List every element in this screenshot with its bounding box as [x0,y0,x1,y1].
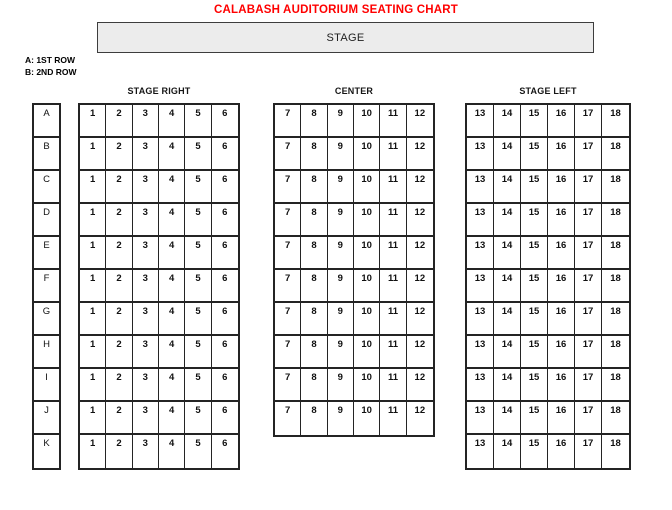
seat-cell: 16 [548,369,575,402]
seat-cell: 4 [159,171,185,204]
seat-cell: 5 [185,171,211,204]
seat-cell: 9 [328,171,354,204]
seat-cell: 16 [548,204,575,237]
seat-cell: 18 [602,105,629,138]
seat-cell: 11 [380,204,406,237]
row-label-cell: D [34,204,59,237]
seat-cell: 4 [159,105,185,138]
seat-cell: 11 [380,369,406,402]
seat-cell: 11 [380,270,406,303]
seat-cell: 3 [133,171,159,204]
legend-line-a: A: 1ST ROW [25,55,76,65]
seat-cell: 3 [133,369,159,402]
seat-cell: 16 [548,270,575,303]
seat-cell: 4 [159,402,185,435]
seat-cell: 10 [354,270,380,303]
seat-cell: 11 [380,105,406,138]
seat-cell: 13 [467,237,494,270]
seat-cell: 5 [185,204,211,237]
seat-cell: 10 [354,369,380,402]
row-legend [25,55,76,78]
seat-cell: 7 [275,105,301,138]
seat-cell: 10 [354,402,380,435]
seat-cell: 16 [548,336,575,369]
seat-cell: 1 [80,369,106,402]
seat-cell: 15 [521,270,548,303]
seat-cell: 1 [80,237,106,270]
seat-cell: 2 [106,171,132,204]
row-label-cell: C [34,171,59,204]
seat-cell: 6 [212,237,238,270]
row-label-cell: A [34,105,59,138]
seat-cell: 15 [521,336,548,369]
seat-cell: 1 [80,138,106,171]
seat-cell: 6 [212,369,238,402]
seat-cell: 4 [159,369,185,402]
seat-cell: 8 [301,303,327,336]
seat-cell: 1 [80,336,106,369]
seat-cell: 7 [275,204,301,237]
seat-cell: 13 [467,336,494,369]
seat-cell: 8 [301,270,327,303]
seat-cell: 16 [548,435,575,468]
seat-cell: 14 [494,204,521,237]
seat-cell: 17 [575,435,602,468]
seat-cell: 16 [548,138,575,171]
seat-cell: 17 [575,303,602,336]
seat-cell: 9 [328,336,354,369]
seat-cell: 5 [185,435,211,468]
section-header-stage-right: STAGE RIGHT [127,86,191,96]
section-header-stage-left: STAGE LEFT [519,86,577,96]
seat-cell: 12 [407,204,433,237]
seat-cell: 13 [467,204,494,237]
seat-cell: 4 [159,303,185,336]
seat-cell: 3 [133,402,159,435]
seat-cell: 8 [301,105,327,138]
seat-cell: 9 [328,105,354,138]
seat-cell: 8 [301,138,327,171]
seat-cell: 7 [275,270,301,303]
seat-cell: 10 [354,303,380,336]
seat-cell: 2 [106,138,132,171]
seat-cell: 16 [548,402,575,435]
seat-cell: 9 [328,303,354,336]
row-label-cell: B [34,138,59,171]
seat-cell: 15 [521,435,548,468]
seat-cell: 9 [328,204,354,237]
row-label-cell: K [34,435,59,468]
seat-cell: 17 [575,369,602,402]
seat-cell: 5 [185,105,211,138]
seat-cell: 18 [602,336,629,369]
seat-cell: 15 [521,303,548,336]
seat-cell: 12 [407,369,433,402]
seat-cell: 3 [133,237,159,270]
seat-cell: 2 [106,237,132,270]
seat-cell: 17 [575,237,602,270]
seat-cell: 1 [80,270,106,303]
seat-cell: 14 [494,369,521,402]
seat-cell: 17 [575,171,602,204]
seat-cell: 16 [548,237,575,270]
seat-cell: 9 [328,402,354,435]
seat-cell: 14 [494,402,521,435]
seat-cell: 5 [185,237,211,270]
seat-cell: 15 [521,204,548,237]
row-label-cell: G [34,303,59,336]
seat-cell: 12 [407,303,433,336]
seat-cell: 7 [275,336,301,369]
seat-cell: 17 [575,105,602,138]
seat-cell: 1 [80,435,106,468]
seat-cell: 14 [494,138,521,171]
seat-cell: 6 [212,303,238,336]
seat-cell: 5 [185,270,211,303]
seat-cell: 11 [380,336,406,369]
seat-cell: 6 [212,138,238,171]
seat-cell: 11 [380,171,406,204]
stage-box [97,22,594,53]
seat-cell: 13 [467,369,494,402]
seat-cell: 2 [106,270,132,303]
seat-cell: 18 [602,270,629,303]
seat-cell: 9 [328,237,354,270]
seat-cell: 1 [80,402,106,435]
seat-cell: 16 [548,105,575,138]
seat-cell: 18 [602,435,629,468]
seat-cell: 15 [521,171,548,204]
seat-cell: 14 [494,171,521,204]
seat-cell: 13 [467,270,494,303]
seat-cell: 8 [301,204,327,237]
seat-cell: 8 [301,237,327,270]
seat-cell: 12 [407,105,433,138]
seat-cell: 15 [521,237,548,270]
seat-cell: 18 [602,303,629,336]
seat-cell: 2 [106,435,132,468]
seat-cell: 6 [212,270,238,303]
row-label-cell: I [34,369,59,402]
seat-cell: 17 [575,336,602,369]
seat-cell: 13 [467,435,494,468]
seat-cell: 13 [467,402,494,435]
seat-cell: 5 [185,303,211,336]
seat-cell: 12 [407,270,433,303]
seat-cell: 8 [301,336,327,369]
seat-cell: 9 [328,369,354,402]
row-label-cell: F [34,270,59,303]
seat-cell: 13 [467,138,494,171]
legend-line-b: B: 2ND ROW [25,66,77,77]
seat-cell: 14 [494,435,521,468]
seat-cell: 10 [354,204,380,237]
seat-cell: 6 [212,435,238,468]
seat-cell: 6 [212,204,238,237]
seat-cell: 18 [602,402,629,435]
seat-cell: 17 [575,402,602,435]
seat-cell: 13 [467,105,494,138]
seat-cell: 1 [80,105,106,138]
seat-cell: 2 [106,369,132,402]
seat-cell: 1 [80,171,106,204]
seat-cell: 10 [354,336,380,369]
seat-cell: 12 [407,138,433,171]
seat-cell: 18 [602,138,629,171]
seat-cell: 18 [602,237,629,270]
seat-cell: 4 [159,270,185,303]
seat-cell: 17 [575,204,602,237]
seat-cell: 4 [159,237,185,270]
seat-cell: 3 [133,138,159,171]
seat-cell: 10 [354,138,380,171]
seat-cell: 13 [467,303,494,336]
seat-cell: 4 [159,204,185,237]
seat-grid-center [273,103,435,437]
seat-cell: 3 [133,303,159,336]
seat-cell: 16 [548,171,575,204]
page-title: CALABASH AUDITORIUM SEATING CHART [213,4,459,16]
seat-cell: 5 [185,138,211,171]
seat-grid-stage-right [78,103,240,470]
seat-cell: 7 [275,138,301,171]
seat-cell: 9 [328,138,354,171]
seat-cell: 4 [159,435,185,468]
seat-cell: 15 [521,105,548,138]
seat-cell: 2 [106,303,132,336]
seat-cell: 11 [380,402,406,435]
seat-cell: 10 [354,171,380,204]
seat-cell: 18 [602,171,629,204]
seat-cell: 2 [106,336,132,369]
seat-cell: 17 [575,138,602,171]
row-label-cell: J [34,402,59,435]
seat-cell: 8 [301,369,327,402]
seat-cell: 18 [602,369,629,402]
seat-cell: 12 [407,402,433,435]
seat-cell: 7 [275,303,301,336]
seat-cell: 7 [275,171,301,204]
section-header-center: CENTER [334,86,374,96]
seat-cell: 3 [133,105,159,138]
seat-cell: 10 [354,237,380,270]
seat-cell: 7 [275,237,301,270]
seat-cell: 3 [133,270,159,303]
seat-cell: 14 [494,336,521,369]
seat-cell: 11 [380,303,406,336]
seat-cell: 6 [212,336,238,369]
seat-cell: 11 [380,138,406,171]
seat-cell: 18 [602,204,629,237]
seat-cell: 13 [467,171,494,204]
seat-cell: 2 [106,402,132,435]
seat-cell: 17 [575,270,602,303]
seat-cell: 15 [521,138,548,171]
seat-cell: 7 [275,369,301,402]
seat-cell: 5 [185,336,211,369]
row-label-column [32,103,61,470]
stage-label: STAGE [326,31,365,44]
seat-grid-stage-left [465,103,631,470]
seat-cell: 14 [494,270,521,303]
seat-cell: 3 [133,435,159,468]
seat-cell: 2 [106,105,132,138]
seat-cell: 10 [354,105,380,138]
seat-cell: 2 [106,204,132,237]
seat-cell: 14 [494,237,521,270]
seat-cell: 12 [407,336,433,369]
seat-cell: 14 [494,105,521,138]
row-label-cell: H [34,336,59,369]
seat-cell: 12 [407,237,433,270]
seat-cell: 6 [212,171,238,204]
seat-cell: 4 [159,336,185,369]
seat-cell: 6 [212,105,238,138]
seat-cell: 15 [521,369,548,402]
seat-cell: 3 [133,204,159,237]
seat-cell: 14 [494,303,521,336]
seat-cell: 9 [328,270,354,303]
seat-cell: 5 [185,402,211,435]
seat-cell: 15 [521,402,548,435]
seat-cell: 8 [301,171,327,204]
seat-cell: 11 [380,237,406,270]
seat-cell: 12 [407,171,433,204]
seat-cell: 6 [212,402,238,435]
row-label-cell: E [34,237,59,270]
seat-cell: 7 [275,402,301,435]
seat-cell: 1 [80,204,106,237]
seat-cell: 8 [301,402,327,435]
seat-cell: 5 [185,369,211,402]
seat-cell: 1 [80,303,106,336]
seat-cell: 3 [133,336,159,369]
seat-cell: 16 [548,303,575,336]
seat-cell: 4 [159,138,185,171]
